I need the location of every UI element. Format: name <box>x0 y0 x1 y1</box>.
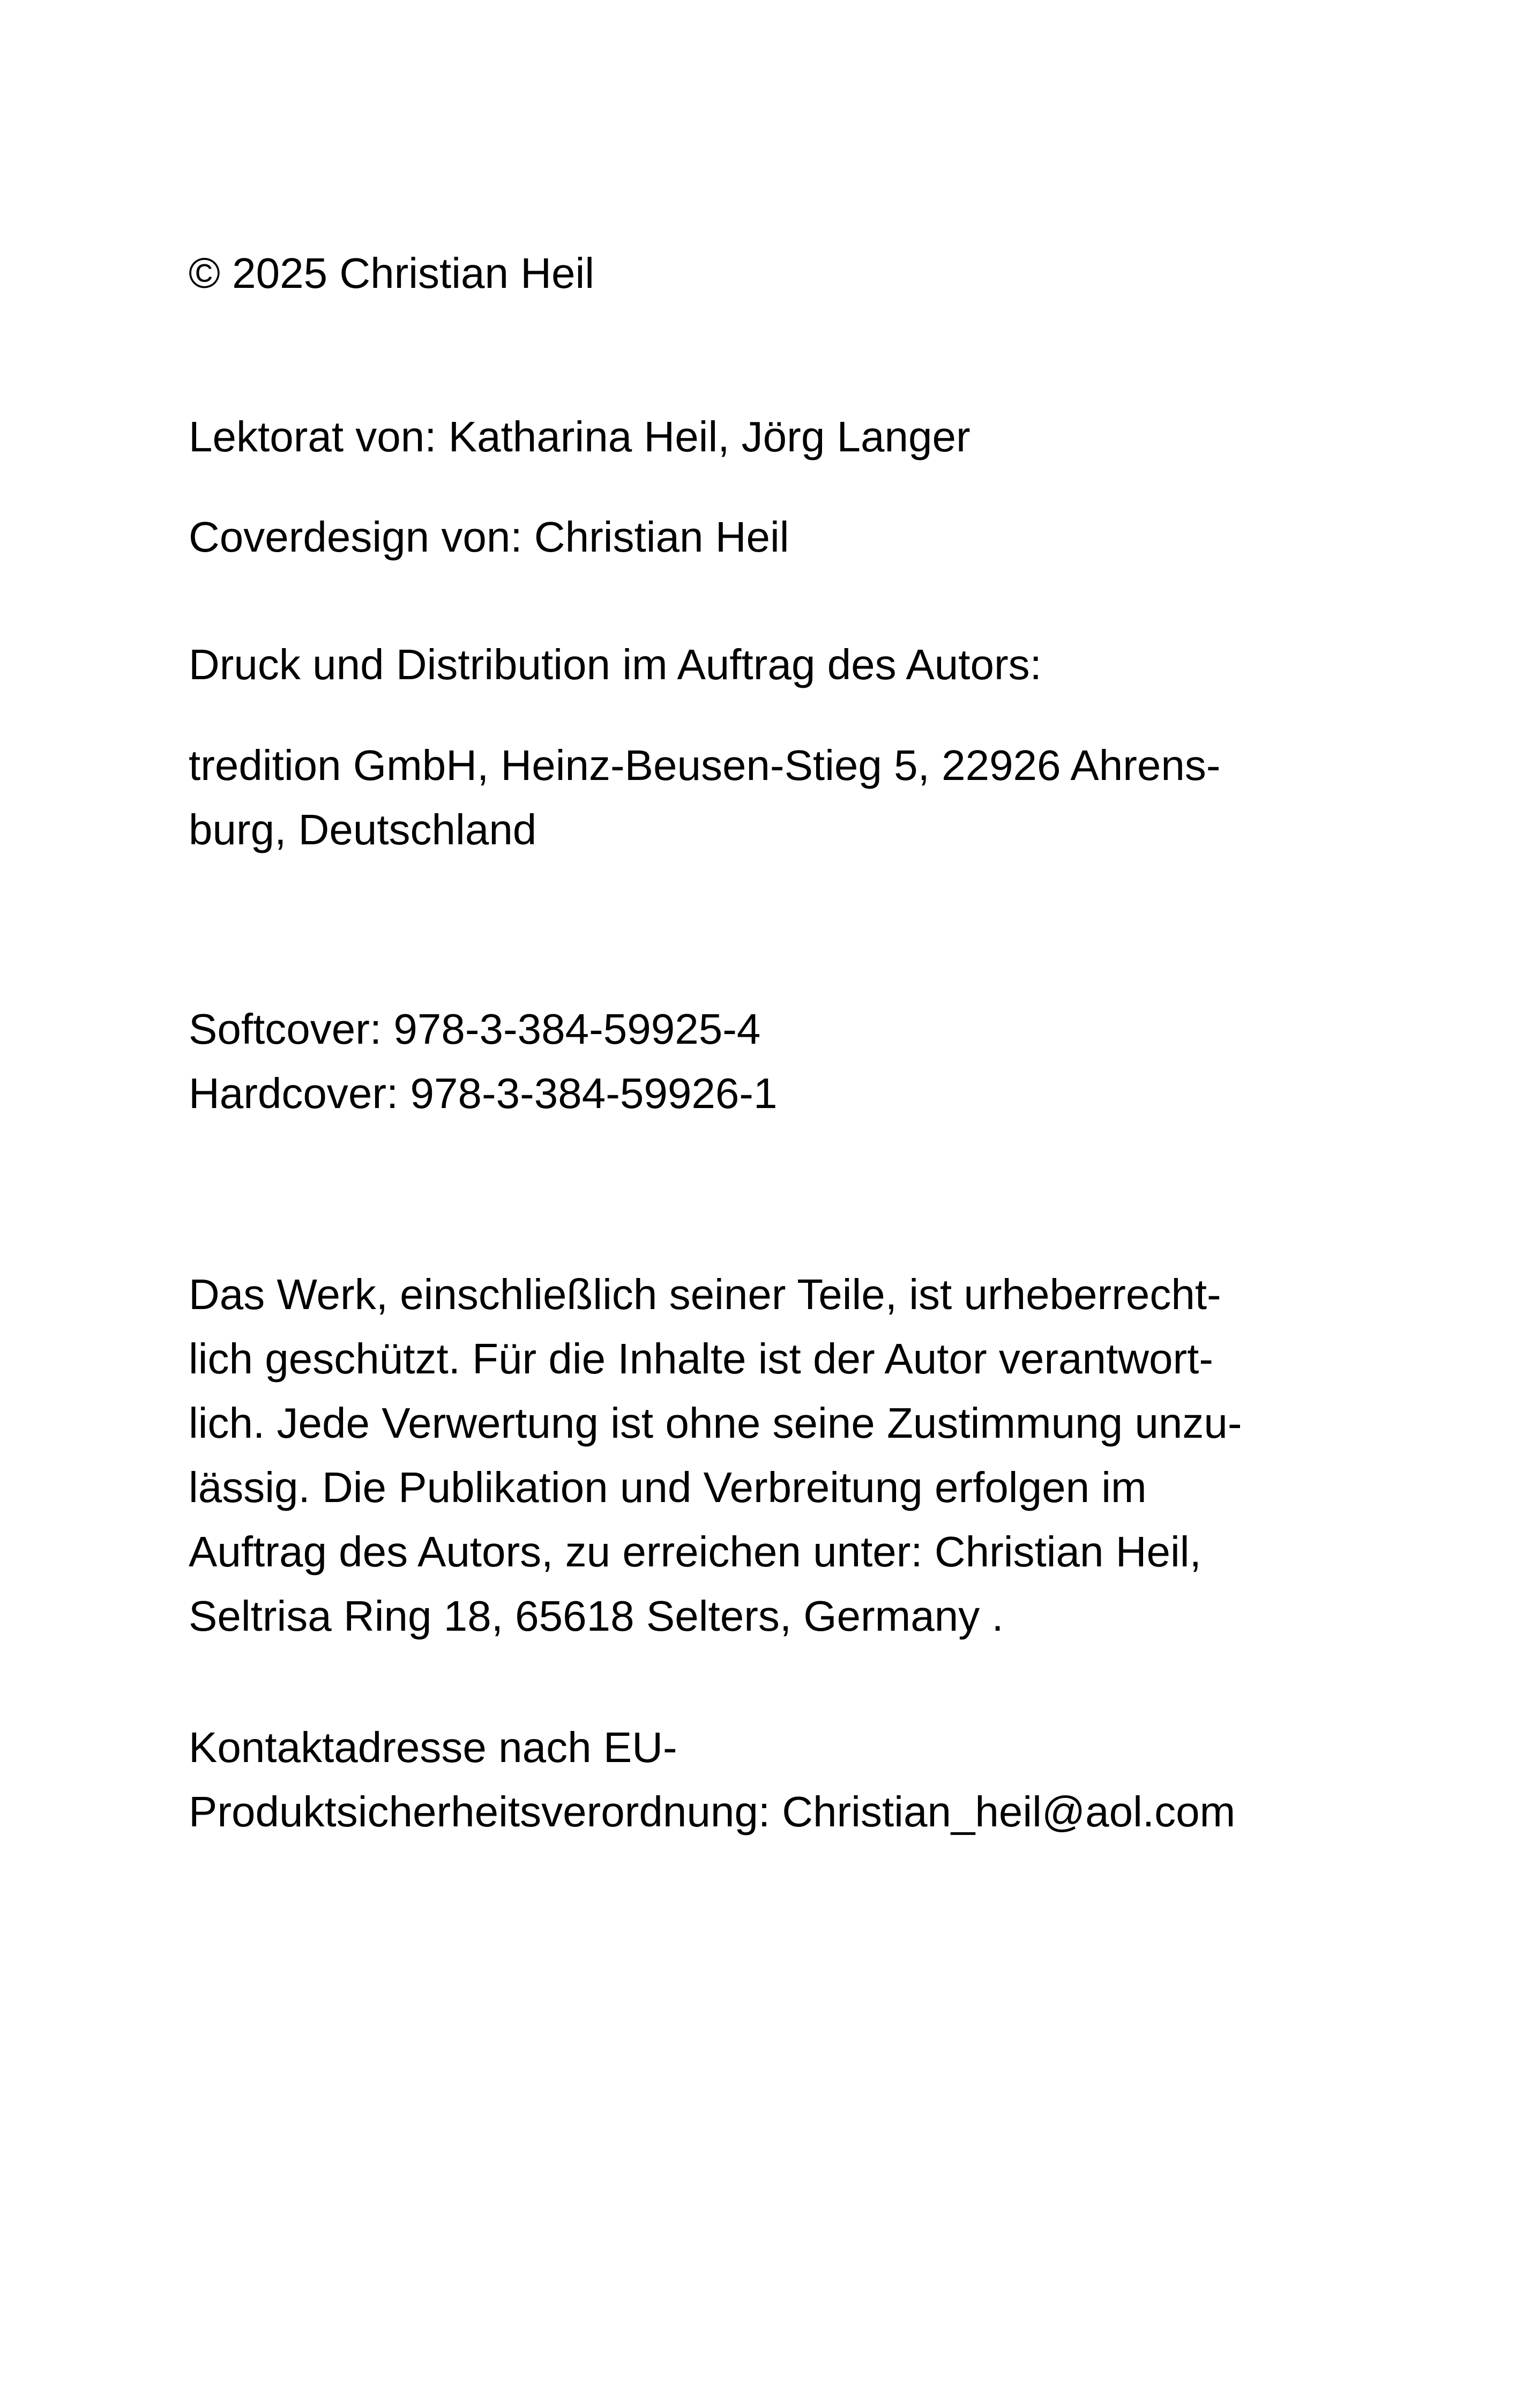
copyright-line: © 2025 Christian Heil <box>189 249 595 297</box>
isbn-softcover: Softcover: 978-3-384-59925-4 <box>189 1005 761 1053</box>
legal-notice-line-3: lich. Jede Verwertung ist ohne seine Zustimmung unzu- <box>189 1399 1242 1447</box>
printing-label: Druck und Distribution im Auftrag des Autors: <box>189 641 1042 688</box>
editing-credit: Lektorat von: Katharina Heil, Jörg Langer <box>189 413 970 460</box>
cover-design-credit: Coverdesign von: Christian Heil <box>189 513 789 561</box>
legal-notice-line-4: lässig. Die Publikation und Verbreitung erfolgen im <box>189 1463 1147 1511</box>
legal-notice-line-2: lich geschützt. Für die Inhalte ist der Autor verantwort- <box>189 1335 1213 1383</box>
contact-line-1: Kontaktadresse nach EU- <box>189 1723 677 1771</box>
isbn-hardcover: Hardcover: 978-3-384-59926-1 <box>189 1069 778 1117</box>
legal-notice-line-1: Das Werk, einschließlich seiner Teile, ist urheberrecht- <box>189 1270 1221 1318</box>
contact-line-2: Produktsicherheitsverordnung: Christian_heil@aol.com <box>189 1788 1236 1835</box>
publisher-address-line-1: tredition GmbH, Heinz-Beusen-Stieg 5, 22926 Ahrens- <box>189 741 1221 789</box>
legal-notice-line-5: Auftrag des Autors, zu erreichen unter: Christian Heil, <box>189 1528 1201 1575</box>
publisher-address-line-2: burg, Deutschland <box>189 806 537 853</box>
legal-notice-line-6: Seltrisa Ring 18, 65618 Selters, Germany . <box>189 1592 1004 1640</box>
